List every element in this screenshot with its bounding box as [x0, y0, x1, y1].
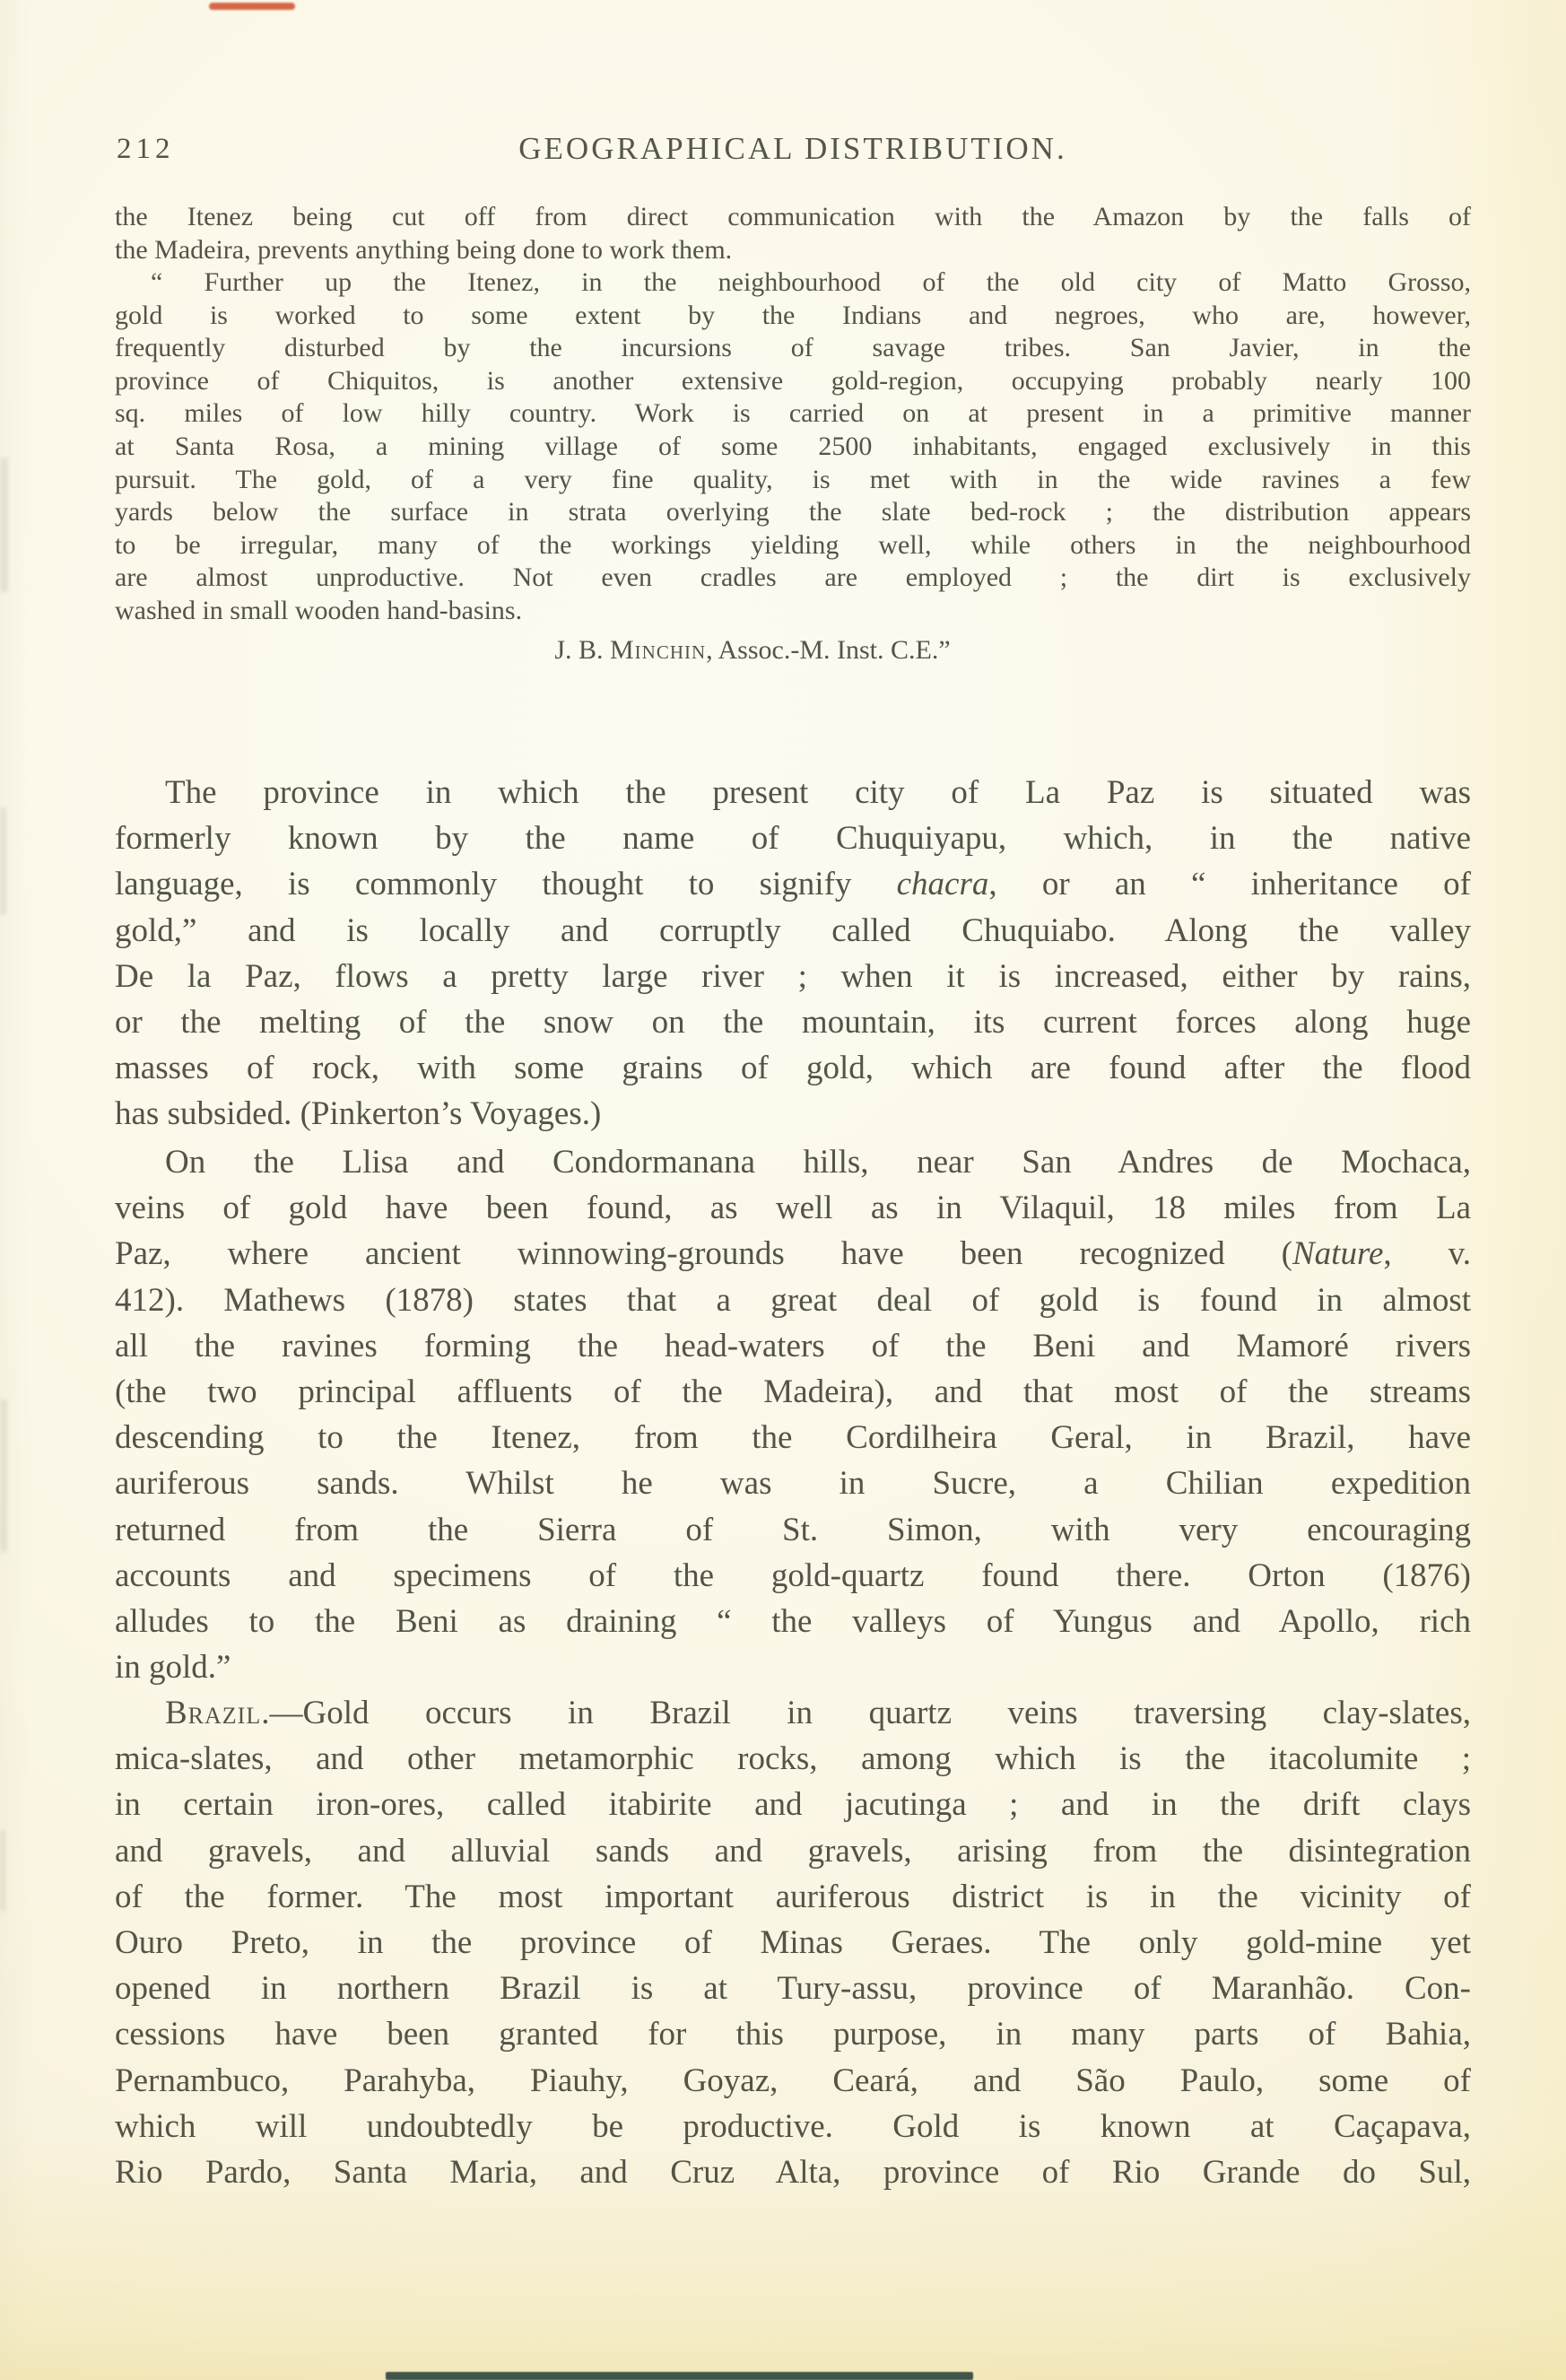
- text-line: Pernambuco, Parahyba, Piauhy, Goyaz, Ceará, and São Paulo, some of: [115, 2062, 1471, 2099]
- scan-artifact-bottom-strip: [386, 2372, 973, 2380]
- text-line: Paz, where ancient winnowing-grounds have been recognized (Nature, v.: [115, 1235, 1471, 1273]
- text-line: descending to the Itenez, from the Cordilheira Geral, in Brazil, have: [115, 1419, 1471, 1457]
- text-line: has subsided. (Pinkerton’s Voyages.): [115, 1095, 602, 1133]
- text-line: pursuit. The gold, of a very fine quality, is met with in the wide ravines a few: [115, 464, 1471, 494]
- text-line: alludes to the Beni as draining “ the valleys of Yungus and Apollo, rich: [115, 1603, 1471, 1641]
- text-line: frequently disturbed by the incursions of savage tribes. San Javier, in the: [115, 333, 1471, 363]
- text-line: Brazil.—Gold occurs in Brazil in quartz veins traversing clay-slates,: [165, 1695, 1471, 1731]
- text-line: On the Llisa and Condormanana hills, near San Andres de Mochaca,: [165, 1144, 1471, 1181]
- text-line: accounts and specimens of the gold-quartz found there. Orton (1876): [115, 1556, 1471, 1594]
- text-line: the Madeira, prevents anything being done to work them.: [115, 234, 733, 265]
- text-line: or the melting of the snow on the mountain, its current forces along huge: [115, 1004, 1471, 1042]
- text-line: J. B. Minchin, Assoc.-M. Inst. C.E.”: [554, 635, 951, 665]
- text-line: formerly known by the name of Chuquiyapu, which, in the native: [115, 820, 1471, 858]
- text-line: auriferous sands. Whilst he was in Sucre, a Chilian expedition: [115, 1465, 1471, 1503]
- page-number: 212: [117, 133, 175, 165]
- text-line: and gravels, and alluvial sands and gravels, arising from the disintegration: [115, 1832, 1471, 1870]
- text-line: veins of gold have been found, as well as in Vilaquil, 18 miles from La: [115, 1190, 1471, 1227]
- text-line: yards below the surface in strata overlying the slate bed-rock ; the distribution appears: [115, 497, 1471, 527]
- text-line: Ouro Preto, in the province of Minas Geraes. The only gold-mine yet: [115, 1924, 1471, 1962]
- scan-artifact-orange-dash: [209, 3, 295, 10]
- text-line: The province in which the present city of La Paz is situated was: [165, 774, 1471, 811]
- scan-edge-smudge: [0, 1830, 5, 1911]
- text-line: De la Paz, flows a pretty large river ; when it is increased, either by rains,: [115, 957, 1471, 995]
- text-line: in gold.”: [115, 1649, 231, 1687]
- page-header: [115, 131, 1471, 172]
- text-line: 412). Mathews (1878) states that a great deal of gold is found in almost: [115, 1281, 1471, 1319]
- text-line: opened in northern Brazil is at Tury-assu, province of Maranhão. Con-: [115, 1970, 1471, 2008]
- text-line: returned from the Sierra of St. Simon, with very encouraging: [115, 1511, 1471, 1548]
- quote-intro-paragraph: [115, 201, 1471, 266]
- text-line: are almost unproductive. Not even cradles are employed ; the dirt is exclusively: [115, 562, 1471, 593]
- text-line: in certain iron-ores, called itabirite and jacutinga ; and in the drift clays: [115, 1786, 1471, 1824]
- text-line: of the former. The most important auriferous district is in the vicinity of: [115, 1878, 1471, 1915]
- text-line: language, is commonly thought to signify chacra, or an “ inheritance of: [115, 866, 1471, 903]
- text-line: Rio Pardo, Santa Maria, and Cruz Alta, province of Rio Grande do Sul,: [115, 2154, 1471, 2192]
- text-line: masses of rock, with some grains of gold, which are found after the flood: [115, 1050, 1471, 1087]
- text-line: “ Further up the Itenez, in the neighbourhood of the old city of Matto Grosso,: [151, 267, 1471, 297]
- text-line: the Itenez being cut off from direct communication with the Amazon by the falls of: [115, 202, 1471, 231]
- scan-edge-smudge: [0, 1399, 7, 1552]
- text-line: at Santa Rosa, a mining village of some 2500 inhabitants, engaged exclusively in this: [115, 431, 1471, 461]
- paragraph-brazil: [115, 1690, 1471, 2195]
- text-line: province of Chiquitos, is another extensive gold-region, occupying probably nearly 100: [115, 365, 1471, 396]
- quote-signature-line: [74, 634, 1431, 667]
- text-line: cessions have been granted for this purpose, in many parts of Bahia,: [115, 2016, 1471, 2053]
- text-line: washed in small wooden hand-basins.: [115, 595, 523, 625]
- text-line: sq. miles of low hilly country. Work is carried on at present in a primitive manner: [115, 398, 1471, 429]
- running-header-title: GEOGRAPHICAL DISTRIBUTION.: [518, 131, 1067, 166]
- text-line: (the two principal affluents of the Madeira), and that most of the streams: [115, 1373, 1471, 1411]
- text-line: all the ravines forming the head-waters of the Beni and Mamoré rivers: [115, 1327, 1471, 1364]
- quote-main-paragraph: [115, 266, 1471, 628]
- scan-edge-smudge: [0, 458, 8, 592]
- text-line: to be irregular, many of the workings yielding well, while others in the neighbourhood: [115, 529, 1471, 560]
- paragraph-llisa-hills: [115, 1139, 1471, 1690]
- text-line: gold,” and is locally and corruptly called Chuquiabo. Along the valley: [115, 911, 1471, 949]
- text-line: which will undoubtedly be productive. Gold is known at Caçapava,: [115, 2107, 1471, 2145]
- text-line: gold is worked to some extent by the Indians and negroes, who are, however,: [115, 300, 1471, 330]
- scan-edge-smudge: [0, 807, 6, 915]
- text-line: mica-slates, and other metamorphic rocks, among which is the itacolumite ;: [115, 1740, 1471, 1778]
- paragraph-la-paz: [115, 770, 1471, 1138]
